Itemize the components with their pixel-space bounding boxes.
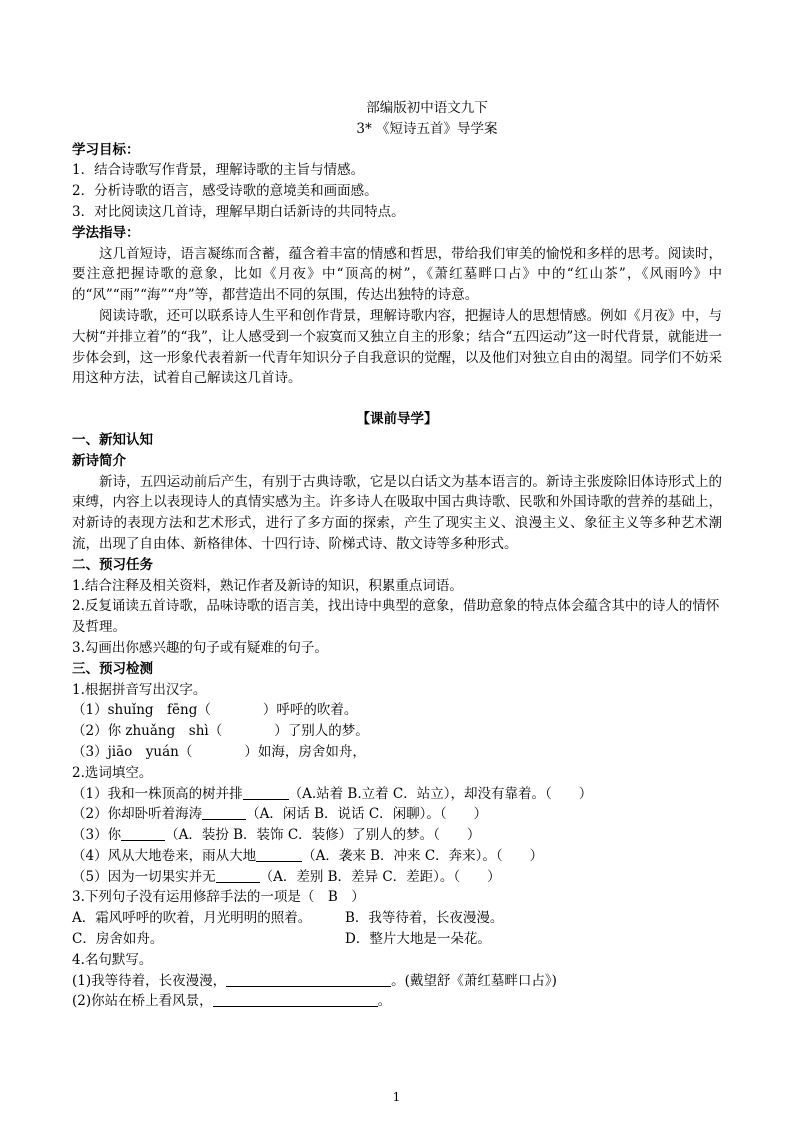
answer-blank[interactable] — [256, 847, 302, 862]
q3-option-b: B．我等待着，长夜漫漫。 — [345, 910, 504, 927]
part3-heading: 三、预习检测 — [72, 660, 153, 677]
answer-blank[interactable] — [216, 868, 260, 883]
method-heading: 学法指导： — [72, 224, 140, 241]
q3-options-row — [72, 908, 722, 929]
fill-item: （4）风从大地卷来，雨从大地 （A．袭来 B．冲来 C．奔来）。（ ） — [72, 847, 544, 864]
q3-option-a: A．霜风呼呼的吹着，月光明明的照着。 — [72, 910, 312, 927]
q3-option-d: D．整片大地是一朵花。 — [345, 931, 491, 948]
answer-blank[interactable] — [213, 992, 378, 1007]
q1-stem: 1.根据拼音写出汉字。 — [72, 681, 207, 698]
pinyin-item: （1）shuǐng fēng（ ）呼呼的吹着。 — [72, 702, 358, 719]
answer-blank[interactable] — [243, 785, 289, 800]
pinyin-item: （3）jiāo yuán（ ）如海，房舍如舟， — [72, 743, 366, 760]
pinyin-item: （2）你 zhuǎng shì（ ）了别人的梦。 — [72, 723, 369, 740]
goal-item: 1．结合诗歌写作背景，理解诗歌的主旨与情感。 — [72, 162, 365, 179]
goal-item: 3．对比阅读这几首诗，理解早期白话新诗的共同特点。 — [72, 203, 405, 220]
method-paragraph: 这几首短诗，语言凝练而含蓄，蕴含着丰富的情感和哲思，带给我们审美的愉悦和多样的思考。阅读时，要注意把握诗歌的意象，比如《月夜》中“顶高的树”，《萧红墓畔口占》中的“红山茶”，《风雨吟》中的“风”“雨”“海”“舟”等，都营造出不同的氛围，传达出独特的诗意。 — [72, 245, 722, 304]
dictation-item: (2)你站在桥上看风景， 。 — [72, 993, 392, 1010]
fill-item: （5）因为一切果实并无 （A．差别 B．差异 C．差距）。（ ） — [72, 868, 501, 885]
q4-stem: 4.名句默写。 — [72, 951, 153, 968]
part2-heading: 二、预习任务 — [72, 556, 153, 573]
answer-blank[interactable] — [226, 972, 391, 987]
fill-item: （2）你却卧听着海涛 （A．闲话 B．说话 C．闲聊）。（ ） — [72, 806, 488, 823]
dictation-item: (1)我等待着，长夜漫漫， 。(戴望舒《萧红墓畔口占》) — [72, 972, 557, 989]
document-body — [72, 98, 722, 1012]
task-item: 3.勾画出你感兴趣的句子或有疑难的句子。 — [72, 639, 328, 656]
section-heading: 【课前导学】 — [356, 411, 438, 428]
q3-options-row — [72, 929, 722, 950]
q3-stem: 3.下列句子没有运用修辞手法的一项是（ B ） — [72, 889, 365, 906]
q3-option-c: C．房舍如舟。 — [72, 931, 164, 948]
page-number: 1 — [392, 1090, 401, 1104]
fill-item: （3）你 （A．装扮 B．装饰 C．装修）了别人的梦。（ ） — [72, 827, 481, 844]
goal-item: 2．分析诗歌的语言，感受诗歌的意境美和画面感。 — [72, 183, 378, 200]
answer-blank[interactable] — [121, 826, 165, 841]
goals-heading: 学习目标： — [72, 141, 140, 158]
task-item: 2.反复诵读五首诗歌，品味诗歌的语言美，找出诗中典型的意象，借助意象的特点体会蕴含其中的诗人的情怀及哲理。 — [72, 598, 720, 636]
method-paragraph: 阅读诗歌，还可以联系诗人生平和创作背景，理解诗歌内容，把握诗人的思想情感。例如《月夜》中，与大树“并排立着”的“我”，让人感受到一个寂寞而又独立自主的形象；结合“五四运动”这一时代背景，就能进一步体会到，这一形象代表着新一代青年知识分子自我意识的觉醒，以及他们对独立自由的渴望。同学们不妨采用这种方法，试着自己解读这几首诗。 — [72, 307, 722, 387]
fill-item: （1）我和一株顶高的树并排 （A.站着 B.立着 C．站立），却没有靠着。（ ） — [72, 785, 593, 802]
title-line-1: 部编版初中语文九下 — [366, 100, 488, 116]
answer-blank[interactable] — [202, 805, 246, 820]
part1-heading: 一、新知认知 — [72, 431, 153, 448]
part1-paragraph: 新诗，五四运动前后产生，有别于古典诗歌，它是以白话文为基本语言的。新诗主张废除旧体诗形式上的束缚，内容上以表现诗人的真情实感为主。许多诗人在吸取中国古典诗歌、民歌和外国诗歌的营养的基础上，对新诗的表现方法和艺术形式，进行了多方面的探索，产生了现实主义、浪漫主义、象征主义等多种艺术潮流，出现了自由体、新格律体、十四行诗、阶梯式诗、散文诗等多种形式。 — [72, 473, 722, 552]
title-line-2: 3* 《短诗五首》导学案 — [356, 120, 498, 137]
part1-subheading: 新诗简介 — [72, 452, 126, 469]
task-item: 1.结合注释及相关资料，熟记作者及新诗的知识，积累重点词语。 — [72, 577, 463, 594]
q2-stem: 2.选词填空。 — [72, 764, 153, 781]
